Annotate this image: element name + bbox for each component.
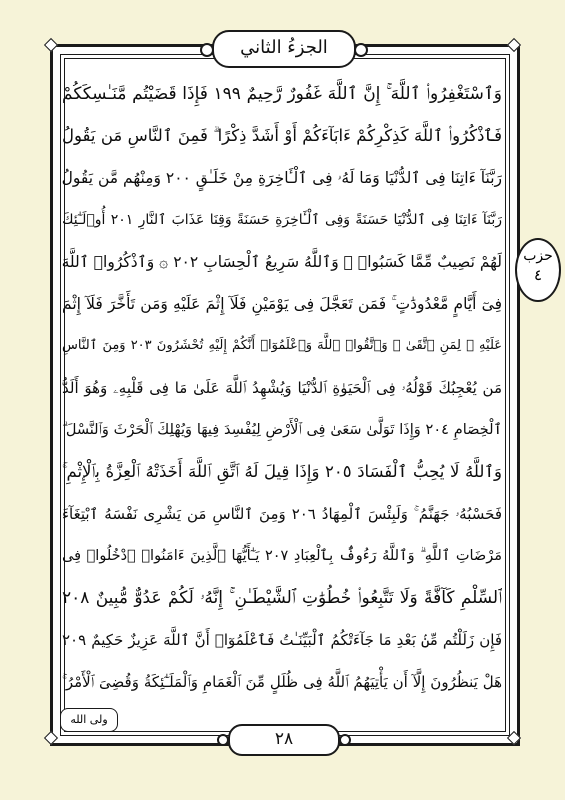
verse-line: ٱلْخِصَامِ ٢٠٤ وَإِذَا تَوَلَّىٰ سَعَىٰ فِى ٱلْأَرْضِ لِيُفْسِدَ فِيهَا وَيُهْلِكَ ٱلْحَرْثَ وَٱلنَّسْلَ ۗ <box>62 422 502 438</box>
verse-line: ٱلسِّلْمِ كَآفَّةً وَلَا تَتَّبِعُوا۟ خُطُوَٰتِ ٱلشَّيْطَـٰنِ ۚ إِنَّهُۥ لَكُمْ عَدُوٌّ مُّبِينٌ ٢٠٨ <box>62 588 502 608</box>
verse-line: فَٱذْكُرُوا۟ ٱللَّهَ كَذِكْرِكُمْ ءَابَآءَكُمْ أَوْ أَشَدَّ ذِكْرًا ۗ فَمِنَ ٱلنَّاسِ مَن يَقُولُ <box>62 126 502 145</box>
verse-line: مَرْضَاتِ ٱللَّهِ ۗ وَٱللَّهُ رَءُوفٌۢ بِٱلْعِبَادِ ٢٠٧ يَـٰٓأَيُّهَا ٱلَّذِينَ ءَامَنُوا۟ ٱدْخُلُوا۟ فِى <box>62 548 502 564</box>
verse-line: فَإِن زَلَلْتُم مِّنۢ بَعْدِ مَا جَآءَتْكُمُ ٱلْبَيِّنَـٰتُ فَٱعْلَمُوٓا۟ أَنَّ ٱللَّهَ عَزِيزٌ حَكِيمٌ ٢٠٩ <box>62 631 502 649</box>
hizb-marker <box>515 238 561 302</box>
verse-line: مَن يُعْجِبُكَ قَوْلُهُۥ فِى ٱلْحَيَوٰةِ ٱلدُّنْيَا وَيُشْهِدُ ٱللَّهَ عَلَىٰ مَا فِى قَلْبِهِۦ وَهُوَ أَلَدُّ <box>62 379 502 397</box>
rub-marker: ولى الله <box>60 708 118 732</box>
verse-text-block <box>62 76 502 712</box>
verse-line: عَلَيْهِ ۚ لِمَنِ ٱتَّقَىٰ ۗ وَٱتَّقُوا۟ ٱللَّهَ وَٱعْلَمُوٓا۟ أَنَّكُمْ إِلَيْهِ تُحْشَرُونَ ٢٠٣ وَمِنَ ٱلنَّاسِ <box>62 338 502 353</box>
verse-line: وَٱللَّهُ لَا يُحِبُّ ٱلْفَسَادَ ٢٠٥ وَإِذَا قِيلَ لَهُ ٱتَّقِ ٱللَّهَ أَخَذَتْهُ ٱلْعِزَّةُ بِٱلْإِثْمِ ۚ <box>62 462 502 481</box>
hizb-label: حزب <box>523 248 553 264</box>
verse-line: رَبَّنَآ ءَاتِنَا فِى ٱلدُّنْيَا وَمَا لَهُۥ فِى ٱلْـَٔاخِرَةِ مِنْ خَلَـٰقٍ ٢٠٠ وَمِنْهُم مَّن يَقُولُ <box>62 169 502 187</box>
juz-title: الجزءُ الثاني <box>212 30 356 68</box>
verse-line: وَٱسْتَغْفِرُوا۟ ٱللَّهَ ۚ إِنَّ ٱللَّهَ غَفُورٌ رَّحِيمٌ ١٩٩ فَإِذَا قَضَيْتُم مَّنَـٰسِكَكُمْ <box>62 84 502 104</box>
verse-line: فِىٓ أَيَّامٍ مَّعْدُودَٰتٍ ۚ فَمَن تَعَجَّلَ فِى يَوْمَيْنِ فَلَآ إِثْمَ عَلَيْهِ وَمَن تَأَخَّرَ فَلَآ إِثْمَ <box>62 295 502 313</box>
page-number: ٢٨ <box>228 724 340 756</box>
verse-line: فَحَسْبُهُۥ جَهَنَّمُ ۚ وَلَبِئْسَ ٱلْمِهَادُ ٢٠٦ وَمِنَ ٱلنَّاسِ مَن يَشْرِى نَفْسَهُ ٱبْتِغَآءَ <box>62 505 502 523</box>
verse-line: هَلْ يَنظُرُونَ إِلَّآ أَن يَأْتِيَهُمُ ٱللَّهُ فِى ظُلَلٍ مِّنَ ٱلْغَمَامِ وَٱلْمَلَـٰٓئِكَةُ وَقُضِىَ ٱلْأَمْرُ ۚ <box>62 673 502 691</box>
hizb-number: ٤ <box>533 266 543 284</box>
verse-line: رَبَّنَآ ءَاتِنَا فِى ٱلدُّنْيَا حَسَنَةً وَفِى ٱلْـَٔاخِرَةِ حَسَنَةً وَقِنَا عَذَابَ ٱلنَّارِ ٢٠١ أُو۟لَـٰٓئِكَ <box>62 212 502 228</box>
verse-line: لَهُمْ نَصِيبٌ مِّمَّا كَسَبُوا۟ ۚ وَٱللَّهُ سَرِيعُ ٱلْحِسَابِ ٢٠٢ ۞ وَٱذْكُرُوا۟ ٱللَّهَ <box>62 253 502 271</box>
